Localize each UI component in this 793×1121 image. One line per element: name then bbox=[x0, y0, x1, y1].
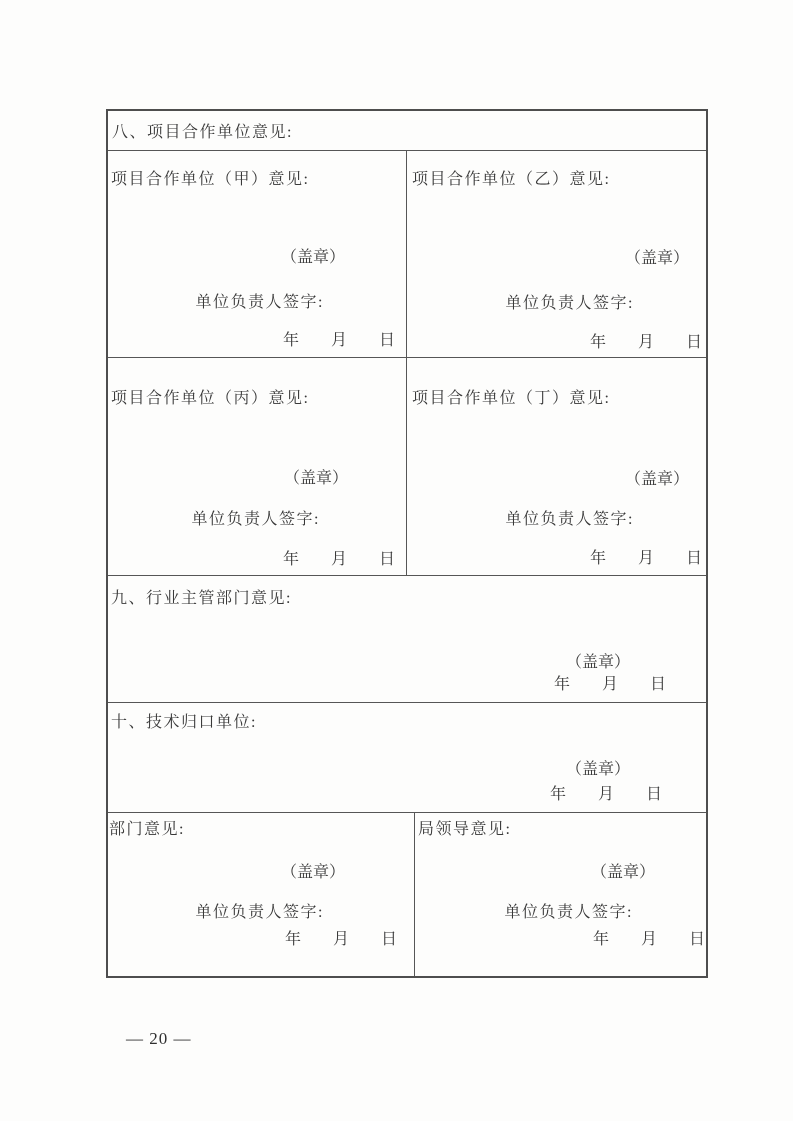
coop-cell-b bbox=[407, 151, 706, 357]
coop-cell-b-date-line: 年 月 日 bbox=[589, 334, 702, 351]
approval-form-table bbox=[106, 109, 708, 978]
coop-cell-a bbox=[108, 151, 407, 357]
bureau-stamp-line: （盖章） bbox=[590, 864, 655, 881]
section10-stamp-line: （盖章） bbox=[565, 761, 630, 778]
section9-date-line: 年 月 日 bbox=[553, 676, 666, 693]
section9-stamp-line: （盖章） bbox=[565, 654, 630, 671]
dept-bureau-row bbox=[108, 812, 706, 976]
section10-date-line: 年 月 日 bbox=[549, 786, 662, 803]
dept-cell bbox=[108, 813, 415, 976]
coop-cell-b-stamp-line: （盖章） bbox=[624, 250, 689, 267]
section10-row bbox=[108, 702, 706, 812]
coop-cell-c-sign-line: 单位负责人签字: bbox=[191, 511, 320, 528]
section8-header: 八、项目合作单位意见: bbox=[112, 124, 293, 141]
bureau-cell bbox=[415, 813, 706, 976]
coop-cell-d-sign-line: 单位负责人签字: bbox=[505, 511, 634, 528]
dept-stamp-line: （盖章） bbox=[280, 864, 345, 881]
coop-cell-c-stamp-line: （盖章） bbox=[283, 470, 348, 487]
section10-label: 十、技术归口单位: bbox=[111, 714, 257, 731]
dept-date-line: 年 月 日 bbox=[284, 931, 397, 948]
coop-cell-a-sign-line: 单位负责人签字: bbox=[195, 294, 324, 311]
coop-cell-d bbox=[407, 358, 706, 575]
coop-cell-d-stamp-line: （盖章） bbox=[624, 471, 689, 488]
coop-cell-a-date-line: 年 月 日 bbox=[282, 332, 395, 349]
coop-row-ab bbox=[108, 150, 706, 357]
bureau-date-line: 年 月 日 bbox=[592, 931, 705, 948]
coop-cell-c bbox=[108, 358, 407, 575]
coop-cell-d-date-line: 年 月 日 bbox=[589, 550, 702, 567]
page-number: — 20 — bbox=[126, 1029, 192, 1048]
bureau-label: 局领导意见: bbox=[418, 821, 512, 838]
coop-cell-b-sign-line: 单位负责人签字: bbox=[505, 295, 634, 312]
bureau-sign-line: 单位负责人签字: bbox=[504, 904, 633, 921]
coop-cell-d-label: 项目合作单位（丁）意见: bbox=[412, 390, 611, 407]
section8-header-row bbox=[108, 111, 706, 150]
dept-label: 部门意见: bbox=[109, 821, 185, 838]
coop-cell-c-date-line: 年 月 日 bbox=[282, 551, 395, 568]
coop-row-cd bbox=[108, 357, 706, 575]
coop-cell-a-label: 项目合作单位（甲）意见: bbox=[111, 171, 310, 188]
coop-cell-c-label: 项目合作单位（丙）意见: bbox=[111, 390, 310, 407]
coop-cell-b-label: 项目合作单位（乙）意见: bbox=[412, 171, 611, 188]
dept-sign-line: 单位负责人签字: bbox=[195, 904, 324, 921]
section9-label: 九、行业主管部门意见: bbox=[111, 590, 292, 607]
coop-cell-a-stamp-line: （盖章） bbox=[280, 249, 345, 266]
section9-row bbox=[108, 575, 706, 702]
